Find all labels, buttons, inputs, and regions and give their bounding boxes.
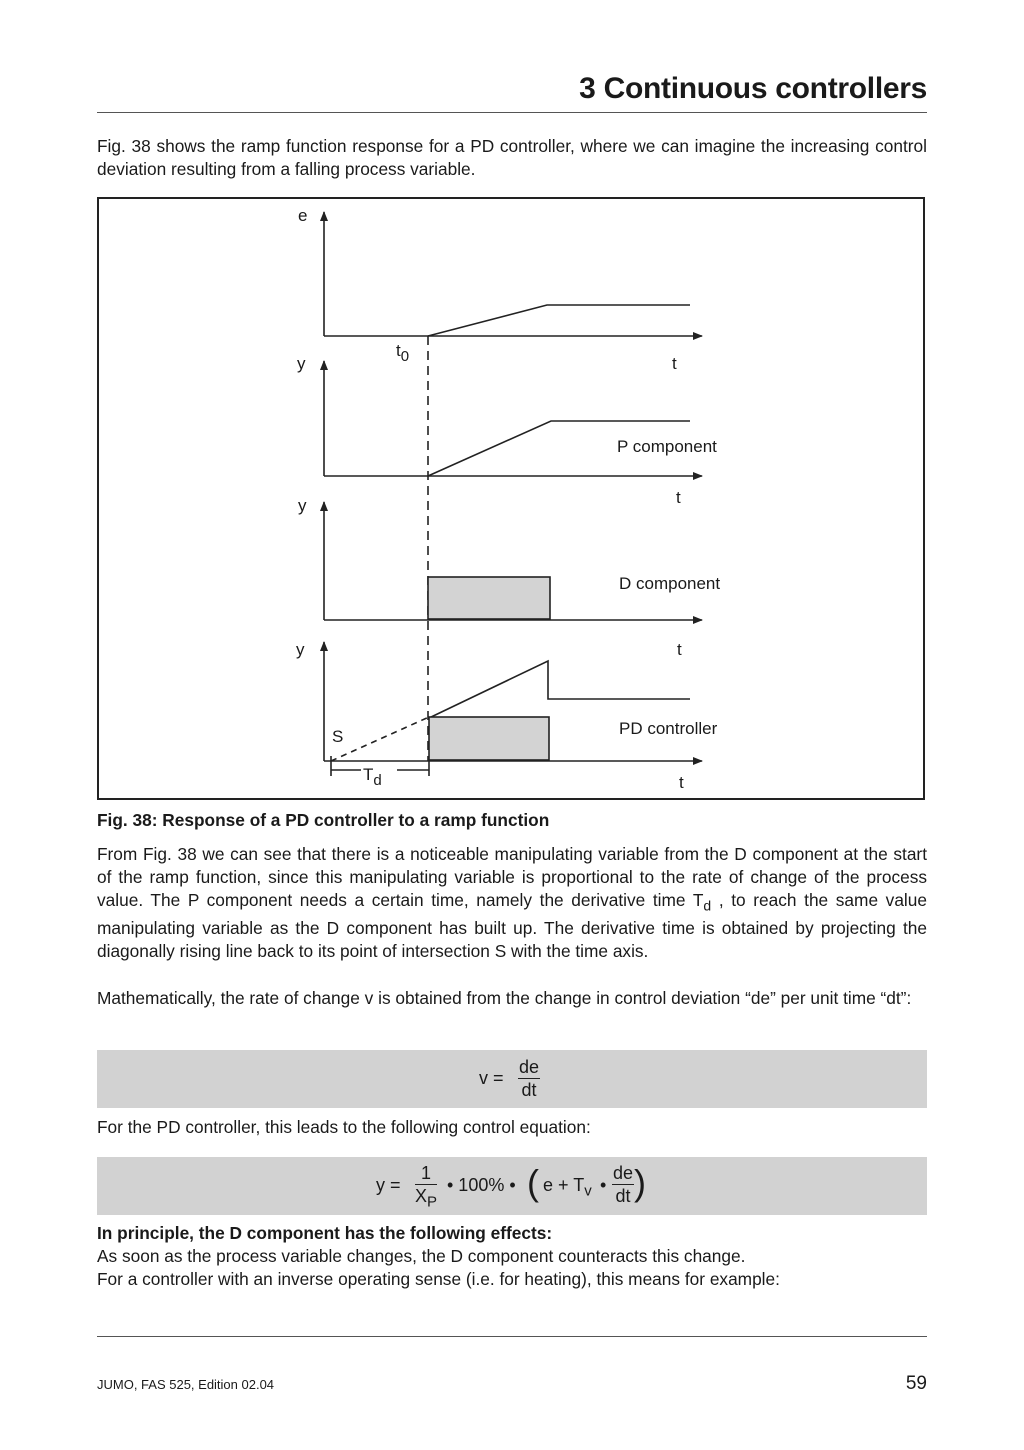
- effects-line-2: For a controller with an inverse operating sense (i.e. for heating), this means for example:: [97, 1269, 780, 1289]
- intersection-s-label: S: [332, 727, 344, 746]
- axis-label-t-4: t: [679, 773, 684, 792]
- eq2-numerator-2: de: [613, 1163, 634, 1183]
- eq1-lhs: v =: [479, 1068, 504, 1088]
- eq2-numerator-1: 1: [415, 1162, 437, 1185]
- eq2-inner: $e + T_v$: [543, 1175, 592, 1200]
- figure-caption: Fig. 38: Response of a PD controller to a ramp function: [97, 810, 550, 830]
- eq2-paren-open: (: [527, 1162, 539, 1203]
- footer-rule: [97, 1336, 927, 1337]
- page-number: 59: [905, 1373, 927, 1394]
- d-component-label: D component: [619, 574, 721, 593]
- equation-rate-of-change: [97, 1050, 927, 1108]
- eq1-numerator: de: [519, 1057, 540, 1077]
- axis-label-y-2: y: [298, 496, 307, 515]
- eq2-denominator-2: dt: [615, 1186, 631, 1206]
- axis-label-t-2: t: [676, 488, 681, 507]
- p-component-label: P component: [617, 437, 717, 456]
- axis-label-t-3: t: [677, 640, 682, 659]
- projection-line: [331, 717, 429, 761]
- intro-paragraph: Fig. 38 shows the ramp function response for a PD controller, where we can imagine the increasing control deviation resulting from a falling process variable.: [97, 136, 927, 179]
- eq2-lhs: y =: [376, 1175, 401, 1195]
- equation-pd-control: [97, 1157, 927, 1215]
- footer-edition: JUMO, FAS 525, Edition 02.04: [97, 1377, 275, 1392]
- eq2-denominator-1: $X_P$: [415, 1186, 438, 1211]
- figure-38: [97, 197, 925, 800]
- d-component-block: [428, 577, 550, 619]
- eq1-denominator: dt: [521, 1080, 537, 1100]
- axis-label-t-1: t: [672, 354, 677, 373]
- header-rule: [97, 112, 927, 113]
- pd-controller-label: PD controller: [619, 719, 718, 738]
- e-ramp-curve: [428, 305, 690, 336]
- figure-drawing: [99, 199, 927, 802]
- effects-line-1: As soon as the process variable changes, the D component counteracts this change.: [97, 1246, 746, 1266]
- eq2-fraction-1: [415, 1162, 437, 1214]
- eq2-middle: • 100% •: [447, 1175, 516, 1195]
- chapter-title: 3 Continuous controllers: [579, 72, 927, 105]
- pd-controller-curve: [429, 661, 690, 718]
- t0-label: $t_0$: [396, 341, 410, 365]
- eq2-dot: •: [600, 1175, 607, 1195]
- eq2-paren-close: ): [634, 1162, 646, 1203]
- td-label: $T_d$: [363, 765, 382, 789]
- axis-label-y-3: y: [296, 640, 305, 659]
- axis-label-y-1: y: [297, 354, 306, 373]
- body-paragraph-3: For the PD controller, this leads to the following control equation:: [97, 1117, 591, 1137]
- body-paragraph-2: Mathematically, the rate of change v is obtained from the change in control deviation “de” per unit time “dt”:: [97, 988, 912, 1008]
- pd-d-block: [429, 717, 549, 760]
- eq2-fraction-2: [612, 1162, 634, 1207]
- axis-label-e: e: [298, 206, 308, 225]
- body-paragraph-1: From Fig. 38 we can see that there is a noticeable manipulating variable from the D component at the start of the ramp function, since this manipulating variable is proportional to the rate of change of the process value. The P component needs a certain time, namely the derivative time $T_d$ , to reach the same value manipulating variable as the D component has built up. The derivative time is obtained by projecting the diagonally rising line back to its point of intersection S with the time axis.: [97, 844, 927, 962]
- effects-heading: In principle, the D component has the following effects:: [97, 1223, 553, 1243]
- eq1-fraction: [518, 1056, 540, 1101]
